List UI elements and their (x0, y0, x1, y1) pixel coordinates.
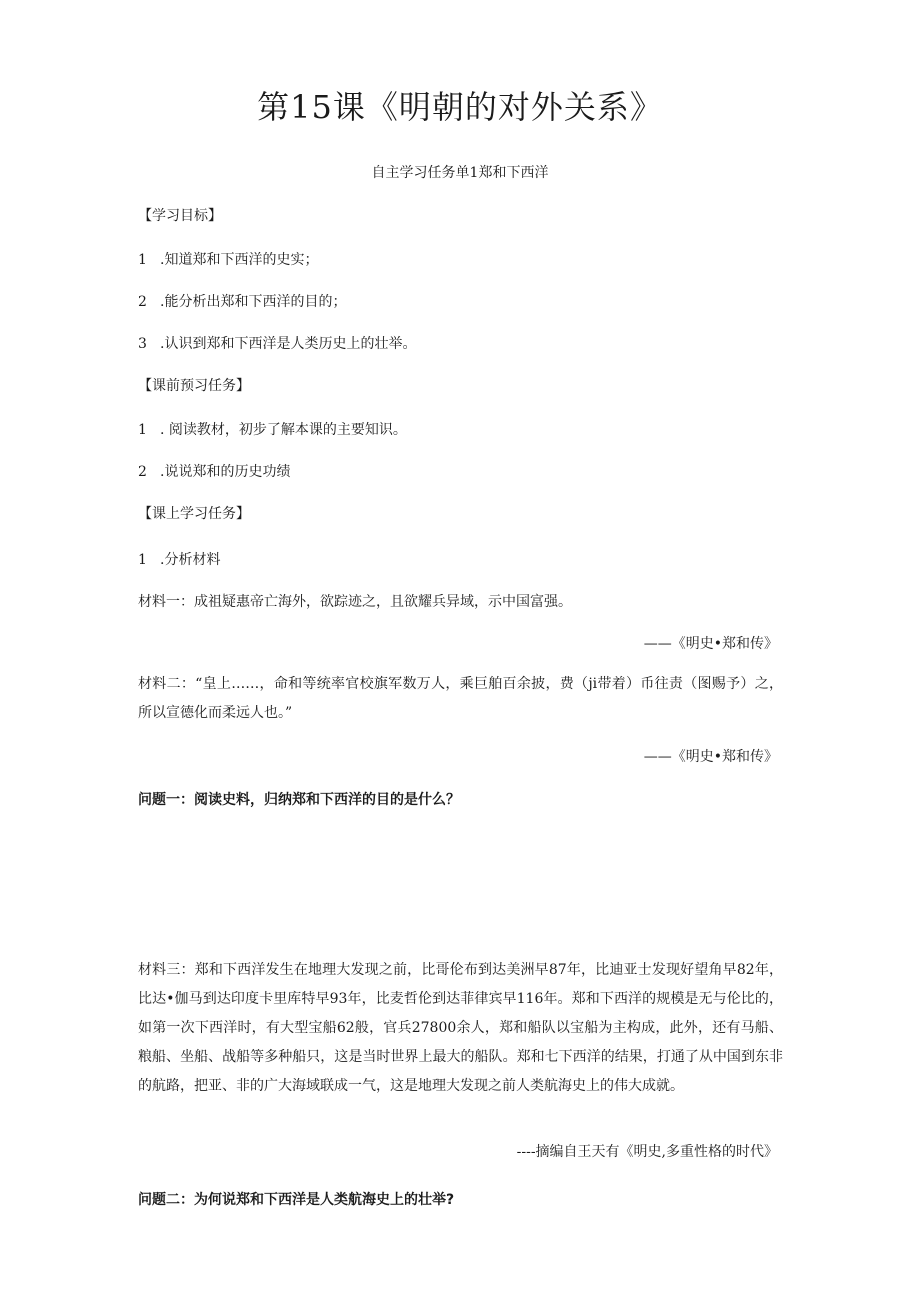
goal-item (138, 291, 346, 311)
preview-item-number: 2 (138, 464, 147, 480)
preview-item (138, 419, 407, 439)
material-two-source: ——《明史•郑和传》 (643, 749, 778, 765)
goal-item (138, 333, 416, 353)
material-two-text: 材料二：“皇上……，命和等统率官校旗军数万人，乘巨舶百余披，费（ji带着）币往责（图赐予）之，所以宣德化而柔远人也。” (138, 676, 783, 721)
lesson-title: 第15课《明朝的对外关系》 (257, 88, 663, 126)
goal-item (138, 249, 318, 269)
inclass-item-text: .分析材料 (160, 552, 221, 568)
inclass-item (138, 549, 220, 569)
inclass-item-number: 1 (138, 552, 147, 568)
goal-item-number: 1 (138, 252, 147, 268)
goal-item-text: .认识到郑和下西洋是人类历史上的壮举。 (160, 336, 417, 352)
goal-item-text: .能分析出郑和下西洋的目的； (160, 294, 347, 310)
section-heading-inclass: 【课上学习任务】 (138, 506, 250, 522)
section-heading-preview: 【课前预习任务】 (138, 378, 250, 394)
material-one-text: 材料一：成祖疑惠帝亡海外，欲踪迹之，且欲耀兵异域，示中国富强。 (138, 594, 572, 610)
preview-item-text: .说说郑和的历史功绩 (160, 464, 291, 480)
section-heading-goals: 【学习目标】 (138, 208, 222, 224)
material-three-source: ----摘编自王天有《明史,多重性格的时代》 (516, 1144, 778, 1160)
question-one: 问题一：阅读史料，归纳郑和下西洋的目的是什么？ (138, 792, 460, 808)
task-sheet-subtitle: 自主学习任务单1郑和下西洋 (371, 165, 549, 181)
question-two: 问题二：为何说郑和下西洋是人类航海史上的壮举? (138, 1192, 455, 1208)
preview-item-text: . 阅读教材，初步了解本课的主要知识。 (160, 422, 407, 438)
goal-item-number: 2 (138, 294, 147, 310)
preview-item (138, 461, 290, 481)
goal-item-text: .知道郑和下西洋的史实； (160, 252, 319, 268)
preview-item-number: 1 (138, 422, 147, 438)
material-one-source: ——《明史•郑和传》 (643, 636, 778, 652)
material-three-text: 材料三：郑和下西洋发生在地理大发现之前，比哥伦布到达美洲早87年，比迪亚士发现好望角早82年，比达•伽马到达印度卡里库特早93年，比麦哲伦到达菲律宾早116年。郑和下西洋的规模是无与伦比的，如第一次下西洋时，有大型宝船62般，官兵27800余人，郑和船队以宝船为主构成，此外，还有马船、粮船、坐船、战船等多种船只，这是当时世界上最大的船队。郑和七下西洋的结果，打通了从中国到东非的航路，把亚、非的广大海域联成一气，这是地理大发现之前人类航海史上的伟大成就。 (138, 962, 783, 1094)
goal-item-number: 3 (138, 336, 147, 352)
